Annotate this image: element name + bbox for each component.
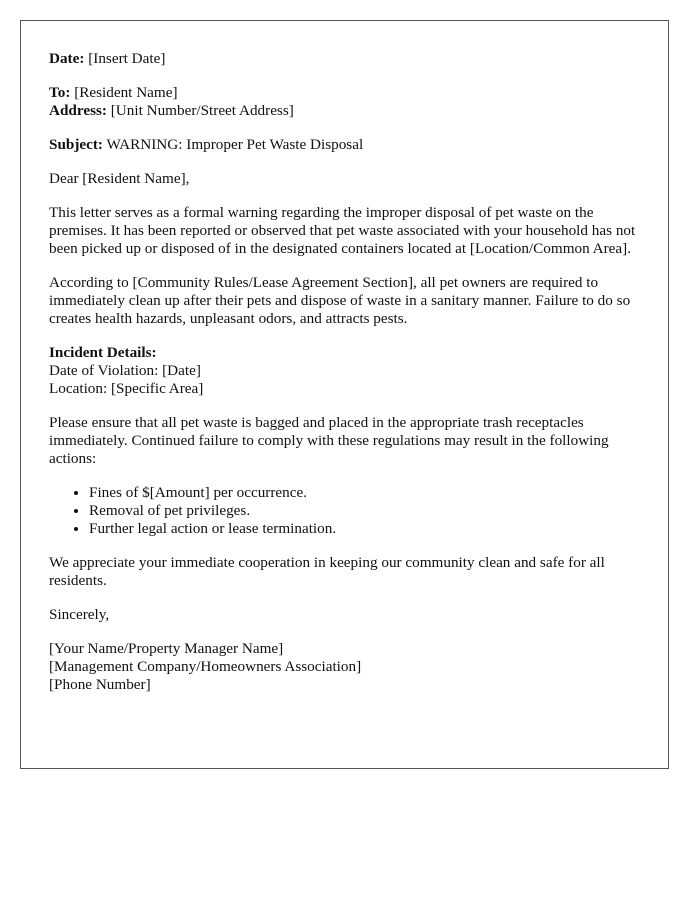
actions-list (49, 484, 647, 538)
incident-date: Date of Violation: [Date] (49, 362, 201, 379)
signature-phone: [Phone Number] (49, 676, 151, 693)
body-paragraph-2: According to [Community Rules/Lease Agreement Section], all pet owners are required to immediately clean up after their pets and dispose of waste in a sanitary manner. Failure to do so creates health hazards, unpleasant odors, and attracts pests. (49, 274, 631, 327)
closing-paragraph: We appreciate your immediate cooperation in keeping our community clean and safe for all residents. (49, 554, 605, 589)
salutation: Dear [Resident Name], (49, 170, 190, 187)
action-item-removal: • Removal of pet privileges. (89, 502, 647, 520)
body-paragraph-1: This letter serves as a formal warning regarding the improper disposal of pet waste on the premises. It has been reported or observed that pet waste associated with your household has not been picked up or disposed of in the designated containers located at [Location/Common Area]. (49, 204, 636, 257)
incident-location: Location: [Specific Area] (49, 380, 204, 397)
action-item-fines: • Fines of $[Amount] per occurrence. (89, 484, 647, 502)
address-value: [Unit Number/Street Address] (110, 102, 294, 119)
action-item-legal: • Further legal action or lease termination. (89, 520, 647, 538)
actions-intro: Please ensure that all pet waste is bagged and placed in the appropriate trash receptacles immediately. Continued failure to comply with these regulations may result in the following actions: (49, 414, 609, 467)
warning-letter (20, 20, 669, 769)
date-line (49, 50, 647, 68)
signature-block (49, 640, 647, 694)
signature-name: [Your Name/Property Manager Name] (49, 640, 284, 657)
recipient-block (49, 84, 647, 120)
subject-label: Subject: (49, 136, 103, 153)
to-label: To: (49, 84, 71, 101)
signature-company: [Management Company/Homeowners Association] (49, 658, 362, 675)
incident-heading: Incident Details: (49, 344, 157, 361)
incident-details (49, 344, 647, 398)
subject-value: WARNING: Improper Pet Waste Disposal (106, 136, 364, 153)
date-label: Date: (49, 50, 85, 67)
date-value: [Insert Date] (88, 50, 166, 67)
signoff: Sincerely, (49, 606, 110, 623)
to-value: [Resident Name] (74, 84, 178, 101)
subject-line (49, 136, 647, 154)
address-label: Address: (49, 102, 107, 119)
